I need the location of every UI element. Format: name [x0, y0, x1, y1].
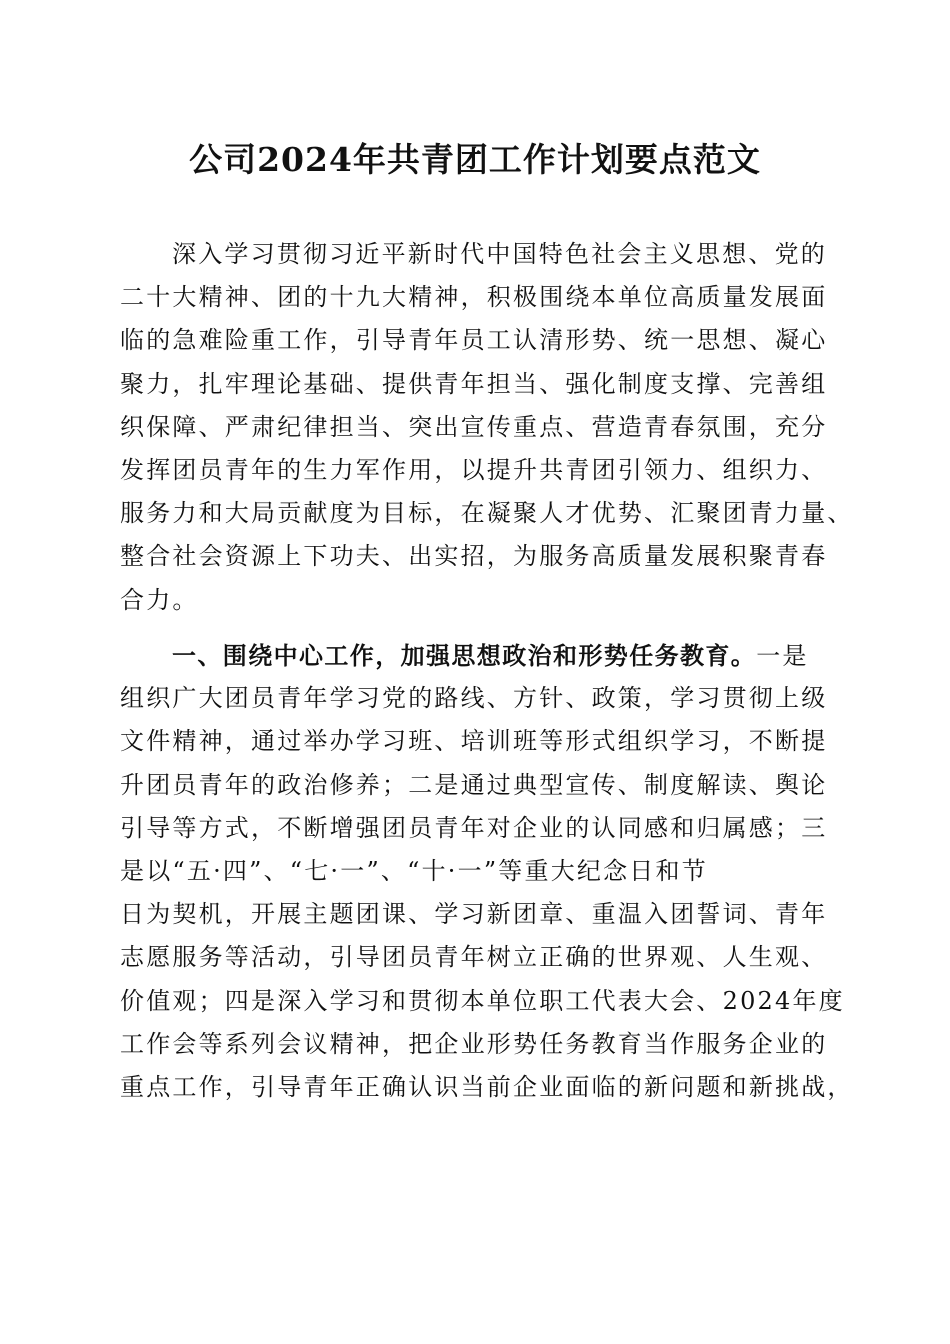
text-line: 引导等方式，不断增强团员青年对企业的认同感和归属感；三 — [120, 813, 828, 842]
text-line: 日为契机，开展主题团课、学习新团章、重温入团誓词、青年 — [120, 900, 828, 929]
text-line: 服务力和大局贡献度为目标，在凝聚人才优势、汇聚团青力量、 — [120, 499, 854, 528]
text-line: 升团员青年的政治修养；二是通过典型宣传、制度解读、舆论 — [120, 770, 828, 799]
text-line: 组织广大团员青年学习党的路线、方针、政策，学习贯彻上级 — [120, 684, 828, 713]
text-line: 织保障、严肃纪律担当、突出宣传重点、营造青春氛围，充分 — [120, 412, 828, 441]
section-1-heading: 一、围绕中心工作，加强思想政治和形势任务教育。 — [172, 641, 757, 670]
text-line: 价值观；四是深入学习和贯彻本单位职工代表大会、2024年度 — [120, 986, 845, 1015]
text-line: 发挥团员青年的生力军作用，以提升共青团引领力、组织力、 — [120, 455, 828, 484]
text-line: 二十大精神、团的十九大精神，积极围绕本单位高质量发展面 — [120, 283, 828, 312]
text-line: 工作会等系列会议精神，把企业形势任务教育当作服务企业的 — [120, 1029, 828, 1058]
text-line: 志愿服务等活动，引导团员青年树立正确的世界观、人生观、 — [120, 943, 828, 972]
text-line: 文件精神，通过举办学习班、培训班等形式组织学习，不断提 — [120, 727, 828, 756]
document-title: 公司2024年共青团工作计划要点范文 — [189, 140, 761, 179]
text-line: 临的急难险重工作，引导青年员工认清形势、统一思想、凝心 — [120, 326, 828, 355]
intro-paragraph — [120, 233, 854, 622]
text-line: 是以“五·四”、“七·一”、“十·一”等重大纪念日和节 — [120, 856, 708, 885]
section-1-first-line — [120, 634, 830, 677]
text-line: 整合社会资源上下功夫、出实招，为服务高质量发展积聚青春 — [120, 542, 828, 571]
section-1-first-line-tail: 一是 — [756, 642, 809, 670]
text-line: 聚力，扎牢理论基础、提供青年担当、强化制度支撑、完善组 — [120, 369, 828, 398]
text-line: 重点工作，引导青年正确认识当前企业面临的新问题和新挑战， — [120, 1072, 854, 1101]
text-line: 深入学习贯彻习近平新时代中国特色社会主义思想、党的 — [172, 240, 827, 268]
text-line: 合力。 — [120, 585, 199, 614]
section-1-paragraph — [120, 634, 854, 1109]
